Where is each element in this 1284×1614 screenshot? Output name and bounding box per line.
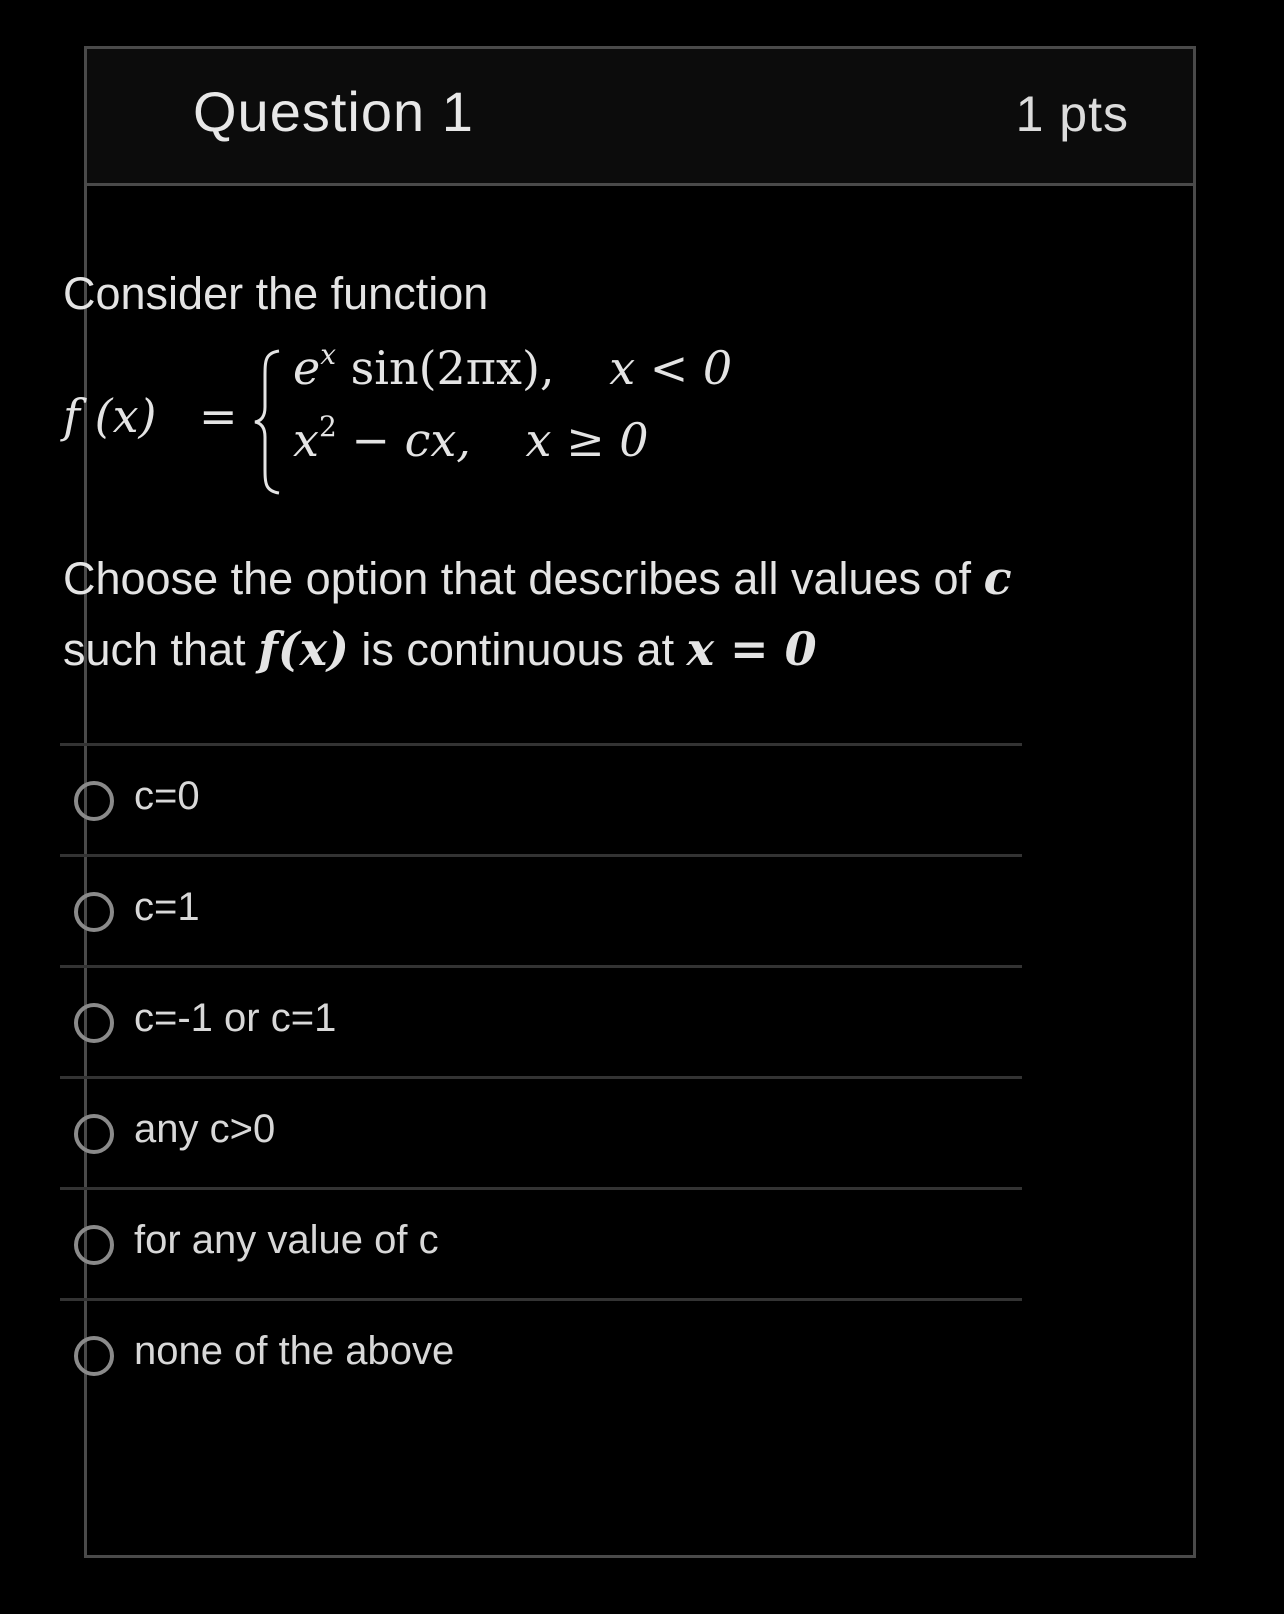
prompt-x-equals-0: x = 0 (686, 622, 817, 676)
piece2-condition: x ≥ 0 (525, 413, 649, 467)
answer-option-label[interactable]: any c>0 (134, 1107, 276, 1151)
left-brace-icon (253, 347, 283, 497)
question-prompt (63, 543, 1043, 685)
function-label: f (x) (63, 389, 157, 443)
function-equals: = (199, 389, 238, 443)
prompt-text-1: Choose the option that describes all values of (63, 553, 984, 604)
answer-option-label[interactable]: c=0 (134, 774, 200, 818)
question-intro: Consider the function (63, 268, 489, 319)
answer-option-label[interactable]: for any value of c (134, 1218, 439, 1262)
piecewise-function (63, 335, 823, 515)
radio-button-icon[interactable] (74, 892, 114, 932)
function-piece-2 (293, 410, 649, 467)
radio-button-icon[interactable] (74, 1114, 114, 1154)
radio-button-icon[interactable] (74, 781, 114, 821)
prompt-text-2: such that (63, 624, 259, 675)
piece2-rest: − cx, (336, 413, 471, 467)
answer-option-label[interactable]: c=-1 or c=1 (134, 996, 337, 1040)
piece1-expr: e (293, 341, 321, 395)
question-header (87, 49, 1193, 186)
answer-option-label[interactable]: none of the above (134, 1329, 455, 1373)
question-title: Question 1 (193, 80, 474, 143)
piece1-sup: x (320, 338, 337, 371)
piece2-expr: x (293, 413, 319, 467)
answer-option[interactable] (60, 1187, 1022, 1298)
answer-option-label[interactable]: c=1 (134, 885, 200, 929)
radio-button-icon[interactable] (74, 1003, 114, 1043)
piece1-condition: x < 0 (609, 341, 733, 395)
radio-button-icon[interactable] (74, 1225, 114, 1265)
radio-button-icon[interactable] (74, 1336, 114, 1376)
piece2-sup: 2 (318, 410, 337, 443)
answer-option[interactable] (60, 1298, 1022, 1409)
answer-option[interactable] (60, 854, 1022, 965)
answer-option[interactable] (60, 743, 1022, 854)
answer-option[interactable] (60, 965, 1022, 1076)
prompt-fx: f(x) (258, 622, 349, 676)
piece1-rest: sin(2πx), (336, 341, 555, 395)
prompt-variable-c: c (983, 551, 1012, 605)
answer-option[interactable] (60, 1076, 1022, 1187)
prompt-text-3: is continuous at (348, 624, 687, 675)
function-piece-1 (293, 338, 733, 395)
answer-options (60, 743, 1022, 1409)
question-points: 1 pts (1015, 86, 1129, 142)
